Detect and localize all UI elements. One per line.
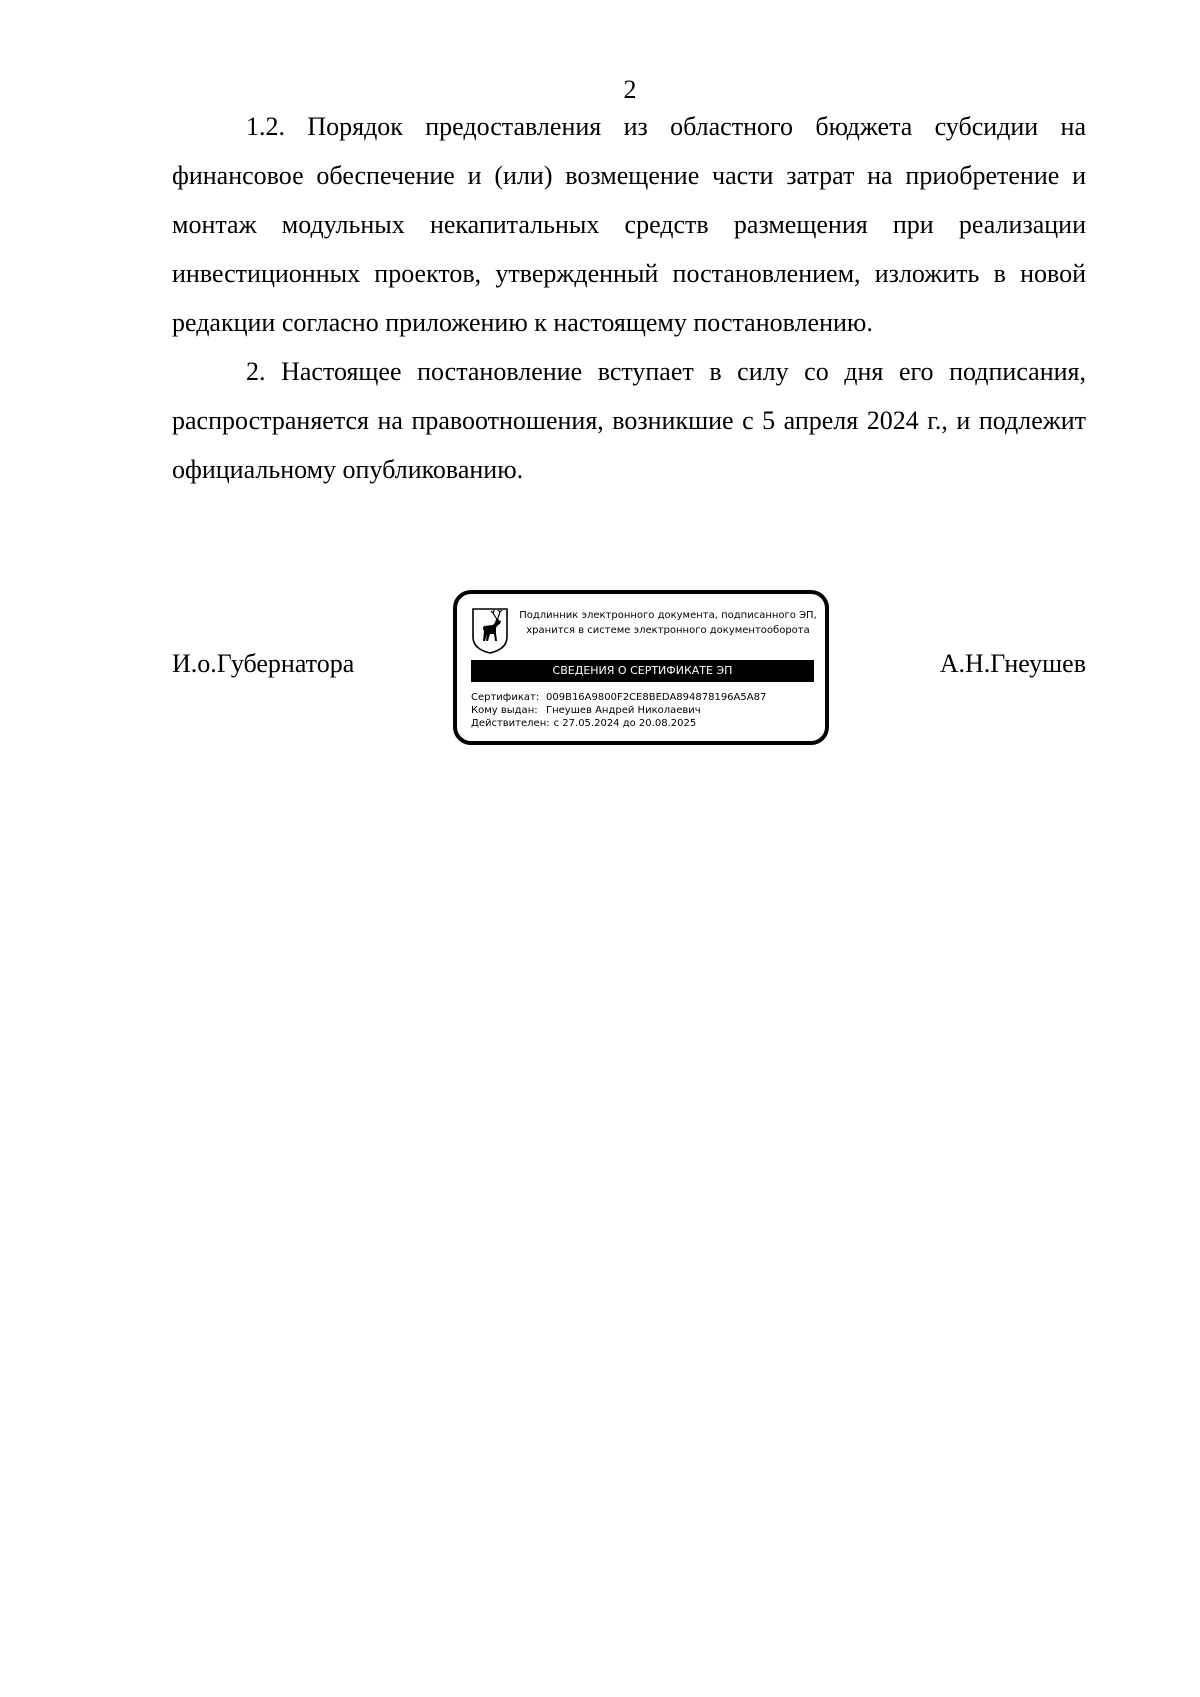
stamp-notice-line-2: хранится в системе электронного документооборота: [526, 625, 810, 636]
certificate-details: [471, 691, 821, 730]
certificate-label: Сертификат:: [471, 692, 540, 703]
signatory-title: И.о.Губернатора: [172, 649, 355, 678]
certificate-value: 009B16A9800F2CE8BEDA894878196A5A87: [546, 692, 767, 703]
document-body: [172, 102, 1086, 494]
validity-value: с 27.05.2024 до 20.08.2025: [553, 718, 697, 729]
validity-label: Действителен:: [471, 718, 550, 729]
validity-line: [471, 717, 821, 730]
paragraph-1-2: 1.2. Порядок предоставления из областного бюджета субсидии на финансовое обеспечение и (или) возмещение части затрат на приобретение и монтаж модульных некапитальных средств размещения при реализации инвестиционных проектов, утвержденный постановлением, изложить в новой редакции согласно приложению к настоящему постановлению.: [172, 112, 1086, 337]
issued-to-line: [471, 704, 821, 717]
electronic-signature-stamp: [453, 590, 829, 745]
certificate-header: СВЕДЕНИЯ О СЕРТИФИКАТЕ ЭП: [471, 660, 814, 682]
deer-coat-of-arms-icon: [471, 607, 509, 655]
issued-to-label: Кому выдан:: [471, 705, 538, 716]
stamp-notice-line-1: Подлинник электронного документа, подписанного ЭП,: [519, 610, 817, 621]
paragraph-2: 2. Настоящее постановление вступает в силу со дня его подписания, распространяется на правоотношения, возникшие с 5 апреля 2024 г., и подлежит официальному опубликованию.: [172, 357, 1086, 484]
signatory-name: А.Н.Гнеушев: [939, 649, 1086, 678]
certificate-line: [471, 691, 821, 704]
page-number: 2: [623, 75, 637, 104]
signature-block: [172, 590, 1086, 755]
issued-to-value: Гнеушев Андрей Николаевич: [546, 705, 701, 716]
stamp-notice: [511, 608, 825, 638]
